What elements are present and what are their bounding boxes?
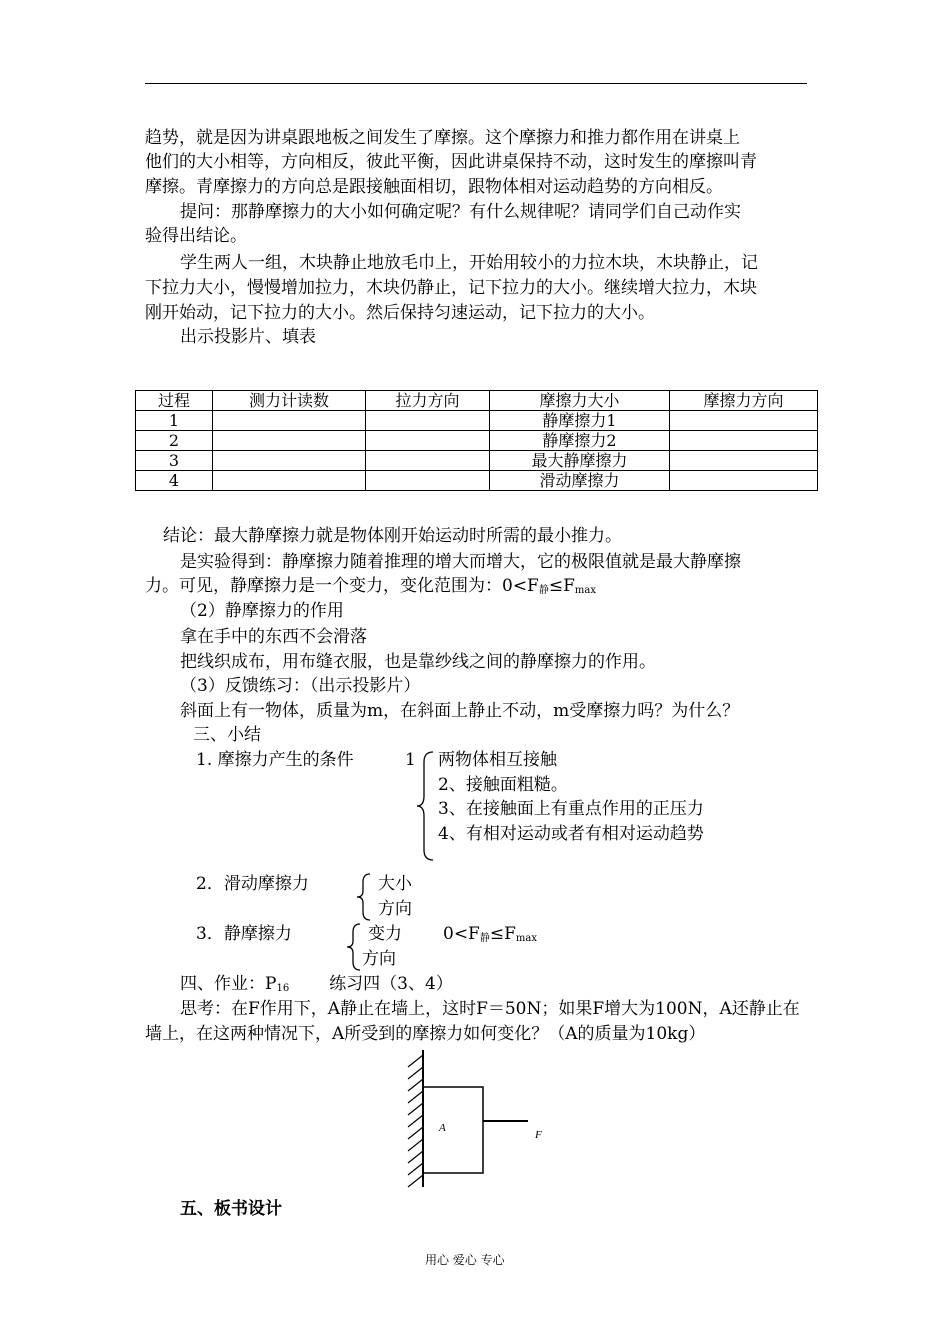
table-header-cell: 摩擦力大小 xyxy=(490,391,670,411)
table-row xyxy=(136,411,818,431)
table-header-cell: 摩擦力方向 xyxy=(670,391,818,411)
table-cell-step: 4 xyxy=(136,471,213,491)
paragraph-line: 下拉力大小，慢慢增加拉力，木块仍静止，记下拉力的大小。继续增大拉力，木块 xyxy=(145,278,757,298)
sliding-friction-point: 方向 xyxy=(378,899,412,919)
table-row xyxy=(136,431,818,451)
paragraph-line: 提问：那静摩擦力的大小如何确定呢？有什么规律呢？请同学们自己动作实 xyxy=(180,202,741,222)
paragraph-line: 摩擦。青摩擦力的方向总是跟接触面相切，跟物体相对运动趋势的方向相反。 xyxy=(145,177,723,197)
table-cell-step: 1 xyxy=(136,411,213,431)
homework-page: 16 xyxy=(276,983,290,994)
curly-brace-icon xyxy=(355,872,373,922)
table-cell-empty xyxy=(366,431,490,451)
thinking-question: 思考：在F作用下，A静止在墙上，这时F＝50N；如果F增大为100N，A还静止在 xyxy=(180,999,800,1019)
homework-task: 练习四（3、4） xyxy=(329,974,453,994)
conclusion-line: 是实验得到：静摩擦力随着推理的增大而增大，它的极限值就是最大静摩擦 xyxy=(180,552,741,572)
table-header-cell: 测力计读数 xyxy=(213,391,366,411)
table-cell-step: 2 xyxy=(136,431,213,451)
section-heading: 五、板书设计 xyxy=(180,1199,282,1219)
table-cell-empty xyxy=(213,431,366,451)
range-sub-max: max xyxy=(574,585,596,596)
table-row xyxy=(136,471,818,491)
experiment-table xyxy=(135,390,818,491)
force-label: F xyxy=(535,1129,542,1141)
curly-brace-icon xyxy=(345,922,363,972)
block-a xyxy=(423,1087,483,1173)
table-cell-friction: 最大静摩擦力 xyxy=(490,451,670,471)
formula-sub-static: 静 xyxy=(479,933,490,944)
wall-hatching xyxy=(408,1055,423,1187)
condition-item: 2、接触面粗糙。 xyxy=(438,775,568,795)
table-cell-friction: 静摩擦力1 xyxy=(490,411,670,431)
table-cell-empty xyxy=(366,411,490,431)
summary-heading: 三、小结 xyxy=(193,725,261,745)
table-cell-empty xyxy=(213,471,366,491)
static-friction-point: 方向 xyxy=(362,949,396,969)
table-cell-empty xyxy=(213,451,366,471)
block-label: A xyxy=(439,1122,446,1134)
paragraph-line: 验得出结论。 xyxy=(145,226,247,246)
table-cell-empty xyxy=(670,451,818,471)
exercise-question: 斜面上有一物体，质量为m，在斜面上静止不动，m受摩擦力吗？为什么？ xyxy=(180,701,740,721)
static-friction-formula xyxy=(443,922,537,951)
condition-item: 两物体相互接触 xyxy=(438,750,557,770)
wall-block-figure xyxy=(398,1045,558,1190)
paragraph-line: 他们的大小相等，方向相反，彼此平衡，因此讲桌保持不动，这时发生的摩擦叫青 xyxy=(145,152,757,172)
table-row xyxy=(136,451,818,471)
paragraph-line: 学生两人一组，木块静止地放毛巾上，开始用较小的力拉木块，木块静止，记 xyxy=(180,253,758,273)
summary-item-label: 1. 摩擦力产生的条件 xyxy=(196,750,354,770)
summary-item-label: 2．滑动摩擦力 xyxy=(196,874,309,894)
table-cell-empty xyxy=(670,411,818,431)
paragraph-line: 刚开始动，记下拉力的大小。然后保持匀速运动，记下拉力的大小。 xyxy=(145,303,655,323)
summary-item-label: 3．静摩擦力 xyxy=(196,924,292,944)
conclusion-line: 把线织成布，用布缝衣服，也是靠纱线之间的静摩擦力的作用。 xyxy=(180,652,656,672)
page-footer: 用心 爱心 专心 xyxy=(425,1253,505,1267)
static-friction-point: 变力 xyxy=(368,924,402,944)
homework-label: 四、作业：P xyxy=(180,974,277,994)
table-cell-friction: 静摩擦力2 xyxy=(490,431,670,451)
condition-item: 4、有相对运动或者有相对运动趋势 xyxy=(438,824,704,844)
summary-item-number: 1 xyxy=(405,750,416,770)
range-text: 力。可见，静摩擦力是一个变力，变化范围为：0<F xyxy=(145,576,539,596)
range-sub-static: 静 xyxy=(538,585,549,596)
subheading: （2）静摩擦力的作用 xyxy=(180,601,344,621)
table-cell-empty xyxy=(366,471,490,491)
formula-text: 0<F xyxy=(443,924,480,944)
table-cell-friction: 滑动摩擦力 xyxy=(490,471,670,491)
curly-brace-icon xyxy=(415,748,437,864)
thinking-question: 墙上，在这两种情况下，A所受到的摩擦力如何变化？（A的质量为10kg） xyxy=(145,1024,706,1044)
table-cell-empty xyxy=(213,411,366,431)
paragraph-line: 趋势，就是因为讲桌跟地板之间发生了摩擦。这个摩擦力和推力都作用在讲桌上 xyxy=(145,128,740,148)
formula-mid: ≤F xyxy=(489,924,516,944)
subheading: （3）反馈练习：（出示投影片） xyxy=(180,676,421,696)
conclusion-line: 拿在手中的东西不会滑落 xyxy=(180,627,367,647)
table-header-cell: 拉力方向 xyxy=(366,391,490,411)
header-rule xyxy=(145,83,807,84)
table-cell-empty xyxy=(670,431,818,451)
paragraph-line: 出示投影片、填表 xyxy=(180,327,316,347)
table-header-cell: 过程 xyxy=(136,391,213,411)
table-cell-step: 3 xyxy=(136,451,213,471)
formula-sub-max: max xyxy=(515,933,537,944)
table-cell-empty xyxy=(670,471,818,491)
conclusion-line: 结论：最大静摩擦力就是物体刚开始运动时所需的最小推力。 xyxy=(163,526,622,546)
table-header-row xyxy=(136,391,818,411)
range-mid: ≤F xyxy=(548,576,575,596)
sliding-friction-point: 大小 xyxy=(378,874,412,894)
table-cell-empty xyxy=(366,451,490,471)
condition-item: 3、在接触面上有重点作用的正压力 xyxy=(438,799,704,819)
